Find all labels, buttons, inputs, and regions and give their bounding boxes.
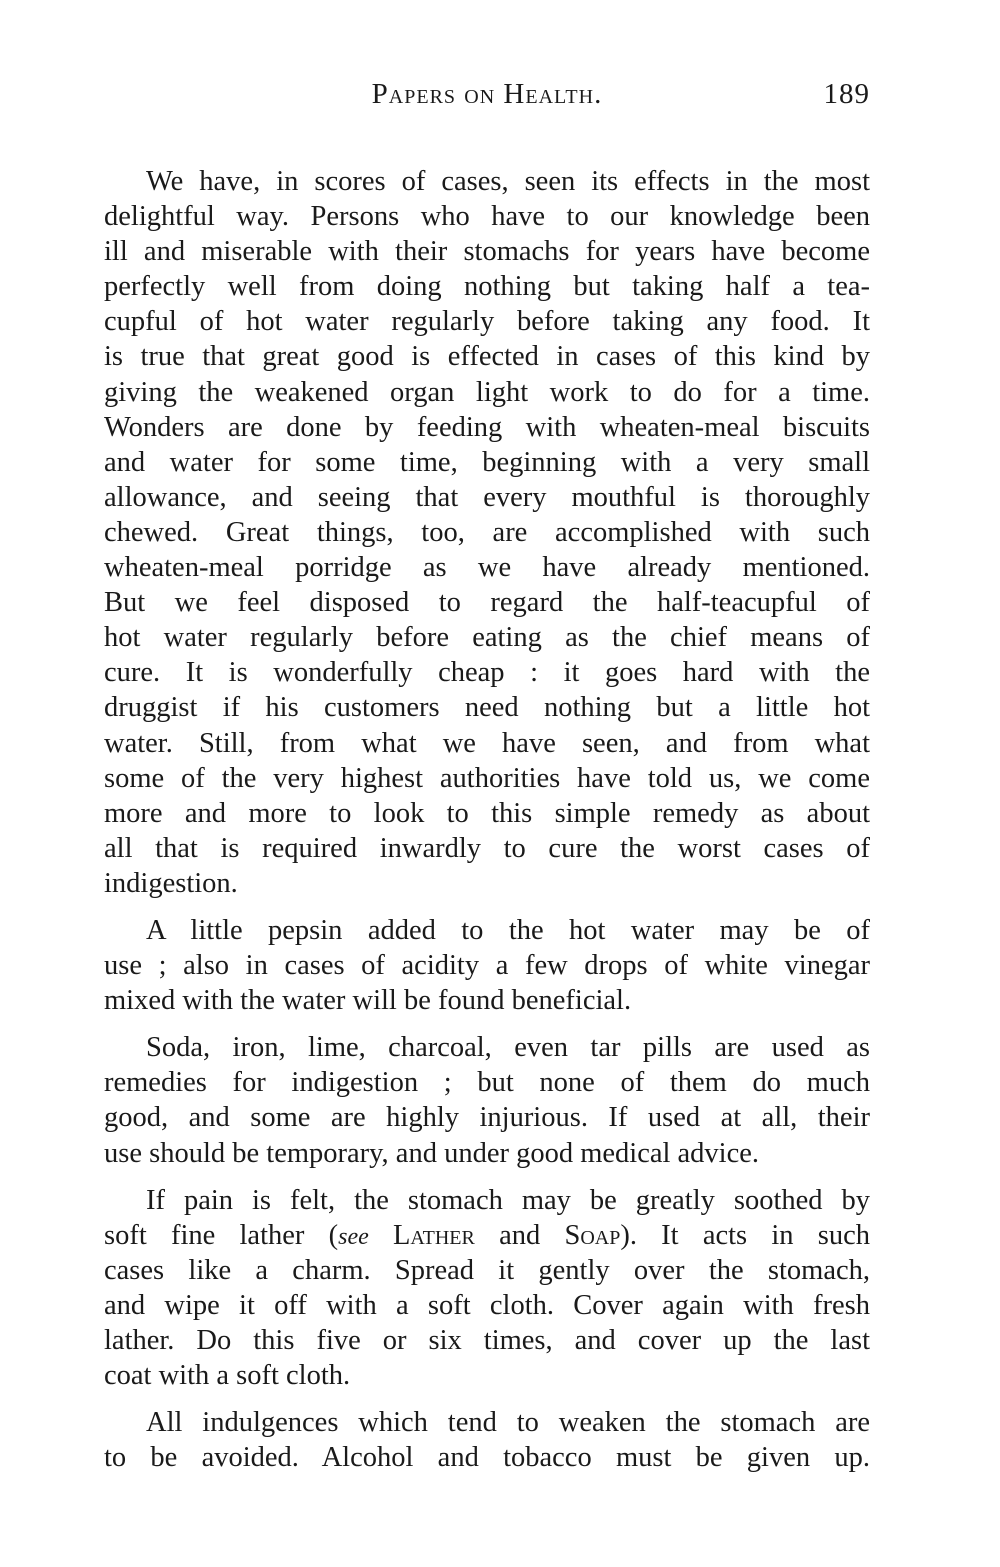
text-line: hot water regularly before eating as the chief means of bbox=[104, 622, 870, 654]
text-line: lather. Do this five or six times, and cover up the last bbox=[104, 1325, 870, 1356]
text-line: cases like a charm. Spread it gently over the stomach, bbox=[104, 1254, 870, 1286]
text-line: mixed with the water will be found beneficial. bbox=[104, 985, 632, 1017]
text-line: chewed. Great things, too, are accomplished with such bbox=[104, 516, 870, 548]
page-header bbox=[104, 78, 870, 118]
text-line bbox=[104, 1218, 870, 1253]
text-line: giving the weakened organ light work to do for a time. bbox=[104, 376, 870, 408]
text-segment: and bbox=[474, 1219, 565, 1251]
text-line: indigestion. bbox=[104, 867, 238, 899]
italic-text: see bbox=[338, 1223, 369, 1250]
text-line: more and more to look to this simple remedy as about bbox=[104, 797, 870, 829]
text-line: some of the very highest authorities have told us, we come bbox=[104, 762, 870, 794]
text-line: remedies for indigestion ; but none of them do much bbox=[104, 1067, 870, 1099]
text-line: allowance, and seeing that every mouthful is thoroughly bbox=[104, 481, 870, 513]
text-line: and water for some time, beginning with a very small bbox=[104, 446, 870, 478]
text-line: good, and some are highly injurious. If used at all, their bbox=[104, 1102, 870, 1134]
text-line: use should be temporary, and under good medical advice. bbox=[104, 1137, 760, 1169]
text-line: and wipe it off with a soft cloth. Cover again with fresh bbox=[104, 1289, 870, 1321]
text-line: Wonders are done by feeding with wheaten-meal biscuits bbox=[104, 411, 870, 443]
text-line: All indulgences which tend to weaken the stomach are bbox=[146, 1407, 870, 1439]
text-line: water. Still, from what we have seen, and from what bbox=[104, 727, 870, 759]
text-line: wheaten-meal porridge as we have already mentioned. bbox=[104, 552, 870, 584]
text-line: is true that great good is effected in cases of this kind by bbox=[104, 341, 870, 373]
small-caps-text: Soap bbox=[564, 1219, 621, 1251]
text-line: delightful way. Persons who have to our knowledge been bbox=[104, 201, 870, 233]
text-line: If pain is felt, the stomach may be greatly soothed by bbox=[146, 1184, 870, 1216]
text-segment bbox=[369, 1220, 393, 1251]
text-line: Soda, iron, lime, charcoal, even tar pills are used as bbox=[146, 1032, 870, 1064]
text-line: But we feel disposed to regard the half-teacupful of bbox=[104, 587, 870, 619]
small-caps-text: Lather bbox=[393, 1219, 475, 1251]
text-line: cupful of hot water regularly before taking any food. It bbox=[104, 306, 870, 338]
page-number: 189 bbox=[823, 78, 870, 110]
text-line: coat with a soft cloth. bbox=[104, 1360, 351, 1392]
text-line: We have, in scores of cases, seen its effects in the most bbox=[146, 166, 870, 197]
body-text bbox=[104, 164, 870, 1487]
running-title: Papers on Health. bbox=[371, 78, 603, 110]
paragraph bbox=[104, 1405, 870, 1475]
text-segment: soft fine lather ( bbox=[104, 1219, 339, 1251]
paragraph bbox=[104, 164, 870, 901]
paragraph bbox=[104, 1030, 870, 1170]
text-line: druggist if his customers need nothing but a little hot bbox=[104, 692, 870, 724]
text-segment: ). It acts in such bbox=[620, 1219, 870, 1251]
text-line: ill and miserable with their stomachs for years have become bbox=[104, 236, 870, 268]
paragraph bbox=[104, 1183, 870, 1394]
text-line: A little pepsin added to the hot water may be of bbox=[146, 914, 870, 946]
text-line: all that is required inwardly to cure the worst cases of bbox=[104, 832, 870, 864]
text-line: perfectly well from doing nothing but taking half a tea- bbox=[104, 271, 870, 303]
text-line: use ; also in cases of acidity a few drops of white vinegar bbox=[104, 950, 870, 982]
text-line: to be avoided. Alcohol and tobacco must be given up. bbox=[104, 1442, 870, 1474]
text-line: cure. It is wonderfully cheap : it goes hard with the bbox=[104, 657, 870, 689]
paragraph bbox=[104, 913, 870, 1018]
